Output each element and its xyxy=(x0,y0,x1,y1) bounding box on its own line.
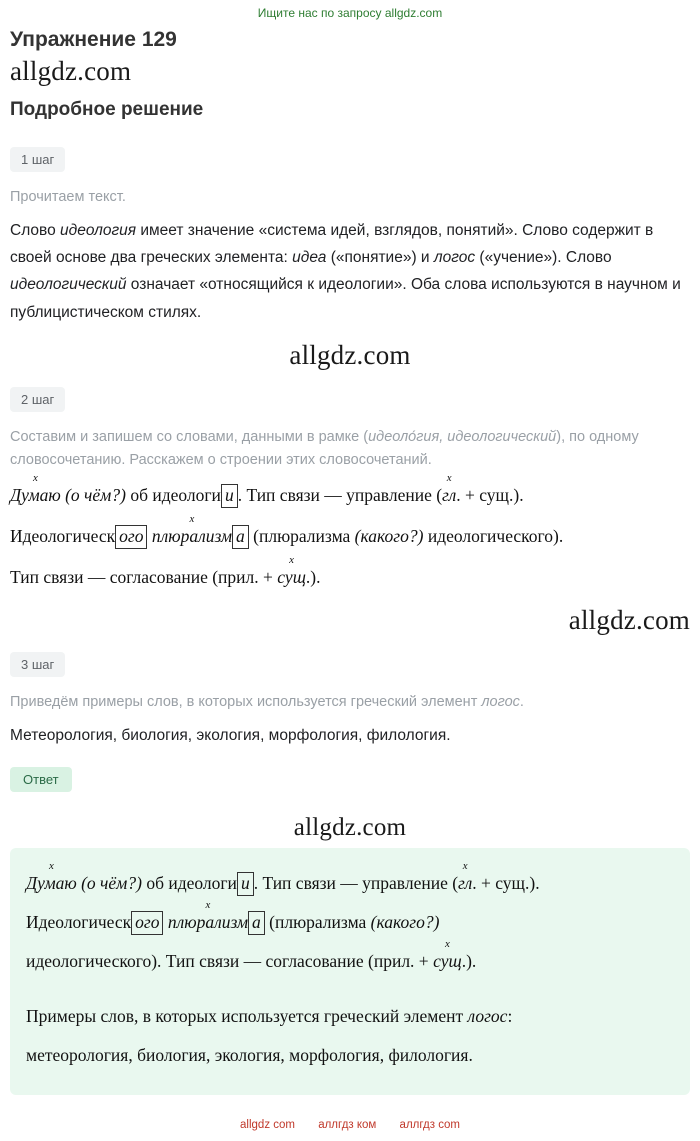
watermark-3: allgdz.com xyxy=(568,605,690,636)
line1-tail1: . Тип связи — управление ( xyxy=(237,485,443,506)
footer-item-1: allgdz com xyxy=(240,1119,295,1132)
answer-question-1: (о чём?) xyxy=(81,873,142,894)
line3-tail: .). xyxy=(305,567,321,588)
step-2-line-1 xyxy=(10,478,690,513)
p1-t6: («учение»). Слово xyxy=(475,249,612,267)
step-3-examples: Метеорология, биология, экология, морфология, филология. xyxy=(10,727,451,745)
answer-line1-tail2: . + сущ.). xyxy=(472,873,540,894)
p1-t7: идеологический xyxy=(10,276,127,294)
p1-t4: («понятие») и xyxy=(326,249,434,267)
footer-item-3: аллгдз com xyxy=(399,1119,460,1132)
line1-tail2: . + сущ.). xyxy=(456,485,524,506)
step-badge-1: 1 шаг xyxy=(10,147,65,172)
step-badge-3: 3 шаг xyxy=(10,652,65,677)
watermark-2: allgdz.com xyxy=(289,339,411,370)
p1-t2: имеет значение «система идей, взглядов, понятий». Слово содержит в своей основе два греческих элемента: xyxy=(10,222,654,267)
answer-line2-prefix: Идеологическ xyxy=(26,912,132,933)
ending-box-ogo: ого xyxy=(115,525,147,549)
answer-sushch-abbr: сущ x xyxy=(433,944,462,979)
p1-t8: означает «относящийся к идеологии». Оба слова используются в научном и публицистическом стилях. xyxy=(10,276,681,321)
line2-tail2: идеологического). xyxy=(423,526,564,547)
answer-line-3 xyxy=(26,944,674,979)
answer-line3-prefix: идеологического). Тип связи — согласование (прил. + xyxy=(26,951,434,972)
ending-box-i: и xyxy=(221,484,238,508)
ending-box-a: а xyxy=(232,525,249,549)
watermark-4: allgdz.com xyxy=(293,814,407,842)
page-title: Упражнение 129 xyxy=(10,28,177,51)
answer-spacer xyxy=(26,983,674,995)
line1-mid: об идеологи xyxy=(130,485,221,506)
footer xyxy=(0,1105,700,1141)
answer-box xyxy=(10,848,690,1095)
p3-t1: логос xyxy=(481,694,520,711)
answer-line1-mid: об идеологи xyxy=(146,873,237,894)
p2-t2: ), по одному словосочетанию. Расскажем о строении этих словосочетаний. xyxy=(10,428,639,468)
dumayu-word: Думаю x xyxy=(10,478,61,513)
step-1-paragraph xyxy=(10,217,690,326)
answer-line3-tail: .). xyxy=(461,951,477,972)
step-3-instruction xyxy=(10,691,690,714)
answer-line-2 xyxy=(26,905,674,940)
question-2: (какого?) xyxy=(354,526,424,547)
step-2-line-2 xyxy=(10,519,690,554)
p1-t1: идеология xyxy=(60,222,137,240)
p1-t0: Слово xyxy=(10,222,61,240)
step-2-line-3 xyxy=(10,560,690,595)
p2-t0: Составим и запишем со словами, данными в рамке ( xyxy=(10,428,369,445)
answer-ex-t1: логос xyxy=(467,1006,508,1027)
answer-ex-t2: : xyxy=(507,1006,513,1027)
sushch-abbr: сущ x xyxy=(277,560,306,595)
answer-line-1 xyxy=(26,866,674,901)
p3-t2: . xyxy=(519,694,524,711)
answer-ending-box-i: и xyxy=(237,872,254,896)
answer-line2-tail: (плюрализма xyxy=(269,912,371,933)
page-content xyxy=(0,28,700,1095)
answer-dumayu-word: Думаю x xyxy=(26,866,77,901)
p1-t5: логос xyxy=(433,249,476,267)
subtitle: Подробное решение xyxy=(10,99,204,120)
top-banner: Ищите нас по запросу allgdz.com xyxy=(257,6,443,20)
answer-plyuralizm-word: плюрализм x xyxy=(168,905,248,940)
answer-line1-tail1: . Тип связи — управление ( xyxy=(253,873,459,894)
answer-question-2: (какого?) xyxy=(370,912,440,933)
step-2-instruction xyxy=(10,426,690,472)
plyuralizm-word: плюрализм x xyxy=(152,519,232,554)
answer-gl-abbr: гл x xyxy=(458,866,472,901)
answer-examples-intro xyxy=(26,999,674,1034)
step-badge-2: 2 шаг xyxy=(10,387,65,412)
p2-t1: идеоло́гия, идеологический xyxy=(368,428,557,445)
answer-examples-list: метеорология, биология, экология, морфология, филология. xyxy=(26,1045,473,1066)
answer-ending-box-a: а xyxy=(248,911,265,935)
gl-abbr: гл x xyxy=(442,478,456,513)
watermark-1: allgdz.com xyxy=(10,56,132,86)
answer-ending-box-ogo: ого xyxy=(131,911,163,935)
footer-item-2: аллгдз ком xyxy=(318,1119,377,1132)
line2-tail: (плюрализма xyxy=(253,526,355,547)
question-1: (о чём?) xyxy=(65,485,126,506)
answer-badge: Ответ xyxy=(10,767,72,792)
line3-prefix: Тип связи — согласование (прил. + xyxy=(10,567,278,588)
step-1-instruction: Прочитаем текст. xyxy=(10,189,126,205)
answer-ex-t0: Примеры слов, в которых используется греческий элемент xyxy=(26,1006,468,1027)
p1-t3: идеа xyxy=(292,249,327,267)
line2-prefix: Идеологическ xyxy=(10,526,116,547)
p3-t0: Приведём примеры слов, в которых используется греческий элемент xyxy=(10,694,482,711)
